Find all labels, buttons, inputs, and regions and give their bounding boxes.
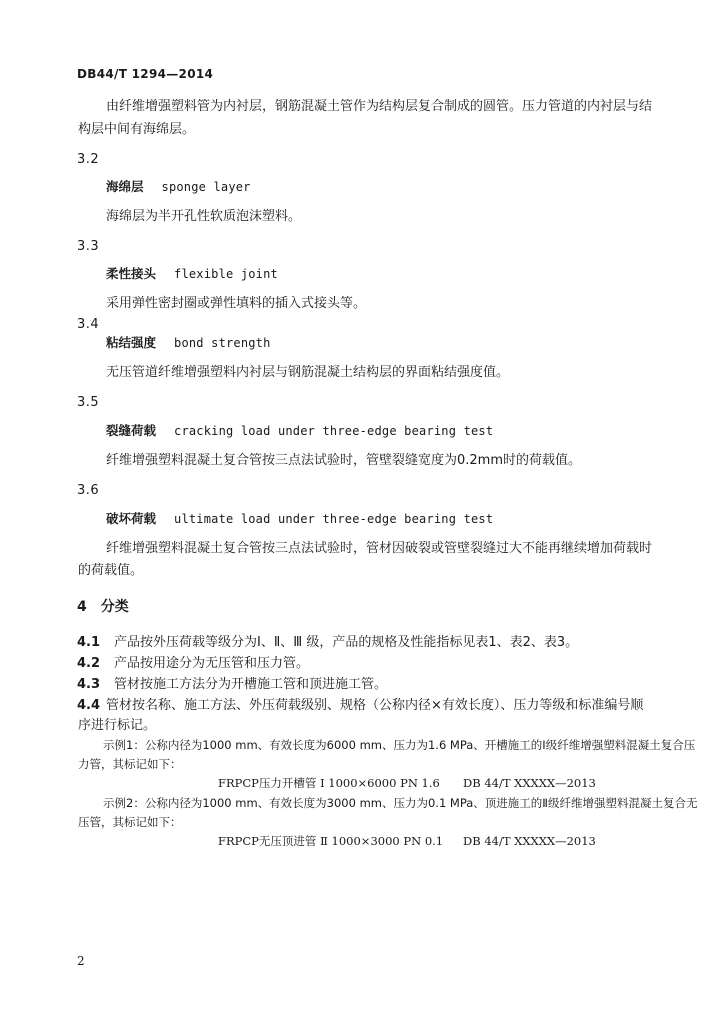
- def-3-5-text: 纤维增强塑料混凝土复合管按三点法试验时，管壁裂缝宽度为0.2mm时的荷载值。: [106, 453, 582, 468]
- clause-4-1: [77, 636, 578, 649]
- example-1-marking: FRPCP压力开槽管 Ⅰ 1000×6000 PN 1.6: [218, 776, 440, 790]
- term-en: ultimate load under three-edge bearing test: [174, 512, 494, 526]
- term-en: sponge layer: [161, 180, 251, 194]
- term-3-3: [106, 268, 278, 281]
- clause-number-3-5: 3.5: [77, 395, 100, 410]
- def-3-4-text: 无压管道纤维增强塑料内衬层与钢筋混凝土结构层的界面粘结强度值。: [106, 365, 510, 380]
- clause-number-3-3: 3.3: [77, 239, 100, 254]
- term-cn: 破坏荷载: [106, 511, 157, 526]
- clause-text: 产品按用途分为无压管和压力管。: [114, 656, 310, 671]
- term-cn: 柔性接头: [106, 266, 157, 281]
- clause-number-3-2: 3.2: [77, 152, 100, 167]
- term-en: bond strength: [174, 336, 271, 350]
- def-3-6-line1: 纤维增强塑料混凝土复合管按三点法试验时，管材因破裂或管壁裂缝过大不能再继续增加荷载时: [106, 541, 653, 556]
- example-2-standard: DB 44/T XXXXX—2013: [463, 834, 596, 848]
- section-number: 4: [77, 599, 87, 615]
- term-en: flexible joint: [174, 267, 278, 281]
- clause-number: 4.1: [77, 635, 101, 650]
- example-1-line2: 力管，其标记如下：: [78, 757, 182, 771]
- clause-text: 产品按外压荷载等级分为Ⅰ、Ⅱ、Ⅲ 级，产品的规格及性能指标见表1、表2、表3。: [114, 635, 579, 650]
- def-3-1-line2: 构层中间有海绵层。: [78, 122, 196, 137]
- def-3-6-line2: 的荷载值。: [78, 563, 144, 578]
- clause-4-4-line2: 序进行标记。: [78, 718, 157, 733]
- clause-number: 4.2: [77, 656, 101, 671]
- def-3-2-text: 海绵层为半开孔性软质泡沫塑料。: [106, 209, 302, 224]
- example-2-line1: 示例2：公称内径为1000 mm、有效长度为3000 mm、压力为0.1 MPa、顶进施工的Ⅱ级纤维增强塑料混凝土复合无: [103, 796, 698, 810]
- clause-4-4-line1: [77, 699, 643, 712]
- term-cn: 海绵层: [106, 179, 144, 194]
- clause-text: 管材按施工方法分为开槽施工管和顶进施工管。: [114, 677, 388, 692]
- clause-number-3-6: 3.6: [77, 483, 100, 498]
- term-3-5: [106, 425, 493, 438]
- standard-code-header: DB44/T 1294—2014: [77, 67, 214, 81]
- section-title: 分类: [100, 599, 129, 615]
- clause-4-2: [77, 657, 309, 670]
- example-1-standard: DB 44/T XXXXX—2013: [463, 776, 596, 790]
- example-1-line1: 示例1：公称内径为1000 mm、有效长度为6000 mm、压力为1.6 MPa、开槽施工的Ⅰ级纤维增强塑料混凝土复合压: [103, 738, 696, 752]
- example-2-marking: FRPCP无压顶进管 Ⅱ 1000×3000 PN 0.1: [218, 834, 444, 848]
- term-en: cracking load under three-edge bearing test: [174, 424, 494, 438]
- term-3-4: [106, 337, 271, 350]
- clause-number: 4.4: [77, 698, 101, 713]
- section-heading-4: [77, 600, 129, 614]
- term-cn: 粘结强度: [106, 335, 157, 350]
- term-3-6: [106, 513, 493, 526]
- clause-number-3-4: 3.4: [77, 317, 100, 332]
- def-3-1-line1: 由纤维增强塑料管为内衬层，钢筋混凝土管作为结构层复合制成的圆管。压力管道的内衬层与结: [106, 99, 653, 114]
- example-2-line2: 压管，其标记如下：: [78, 815, 182, 829]
- term-3-2: [106, 181, 251, 194]
- clause-4-3: [77, 678, 387, 691]
- def-3-3-text: 采用弹性密封圈或弹性填料的插入式接头等。: [106, 296, 367, 311]
- page-number: 2: [77, 954, 85, 968]
- clause-text: 管材按名称、施工方法、外压荷载级别、规格（公称内径×有效长度）、压力等级和标准编号顺: [106, 698, 644, 713]
- clause-number: 4.3: [77, 677, 101, 692]
- term-cn: 裂缝荷载: [106, 423, 157, 438]
